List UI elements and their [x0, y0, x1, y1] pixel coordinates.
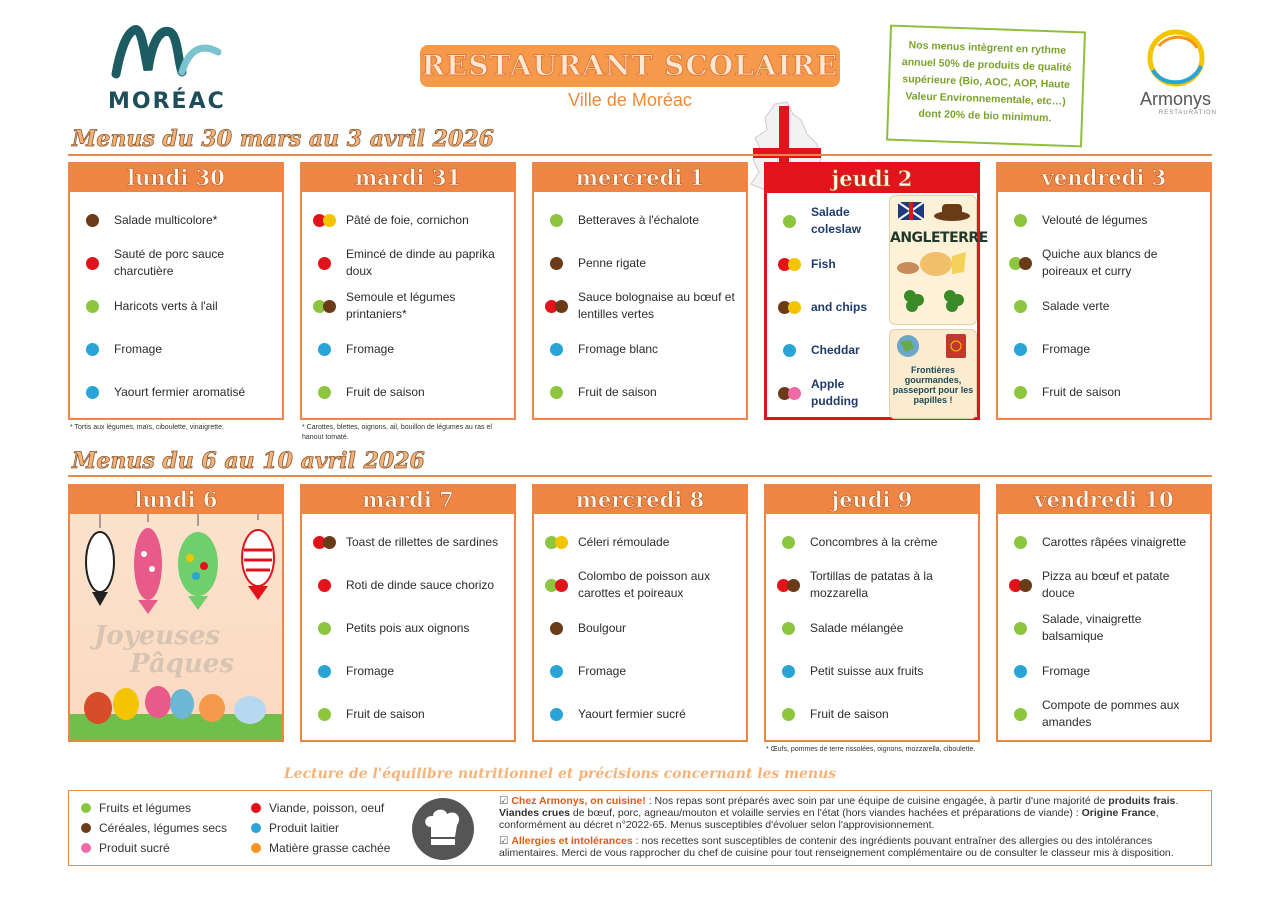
legend-item-cereals: Céréales, légumes secs: [81, 821, 227, 835]
day-card: [68, 484, 284, 742]
nutrition-dots: [767, 258, 811, 271]
nutrition-dot-green: [318, 386, 331, 399]
day-title: mercredi 1: [534, 164, 746, 192]
nutrition-dots: [70, 257, 114, 270]
menu-item: [767, 244, 897, 284]
nutrition-dot-green: [318, 622, 331, 635]
menu-item: [534, 372, 746, 412]
nutrition-dot-yellow: [555, 536, 568, 549]
nutrition-dots: [70, 343, 114, 356]
menu-item-label: Fromage blanc: [578, 341, 659, 356]
menu-item-label: Fish: [811, 256, 836, 271]
day-card: [300, 162, 516, 420]
menu-item: [534, 200, 746, 240]
menu-item: [767, 287, 897, 327]
moreac-logo: [108, 22, 233, 114]
menu-item-label: Petit suisse aux fruits: [810, 663, 924, 678]
menu-item-label: Betteraves à l'échalote: [578, 212, 700, 227]
nutrition-dot-blue: [86, 343, 99, 356]
legend-dot-orange: [251, 843, 261, 853]
day-title: jeudi 2: [767, 165, 977, 193]
menu-item: [998, 565, 1210, 605]
legend-box: [68, 790, 1212, 866]
menu-item-label: Boulgour: [578, 620, 627, 635]
nutrition-dots: [302, 536, 346, 549]
menu-item: [998, 286, 1210, 326]
menu-item: [302, 608, 514, 648]
menu-item-label: Sauté de porc sauce charcutière: [114, 247, 225, 278]
nutrition-dots: [534, 214, 578, 227]
nutrition-dot-yellow: [788, 301, 801, 314]
menu-item-label: Salade mélangée: [810, 620, 904, 635]
nutrition-dot-brown: [1019, 579, 1032, 592]
nutrition-dot-red: [555, 579, 568, 592]
chef-hat-icon: [411, 797, 475, 861]
globe-passport-icon: [890, 330, 976, 360]
menu-item: [534, 286, 746, 326]
nutrition-dot-yellow: [323, 214, 336, 227]
day-title: jeudi 9: [766, 486, 978, 514]
menu-item-label: Fromage: [346, 341, 395, 356]
menu-item-label: Fruit de saison: [810, 706, 889, 721]
checkbox-icon: ☑: [499, 835, 509, 847]
nutrition-dots: [302, 214, 346, 227]
svg-text:Joyeuses: Joyeuses: [94, 621, 221, 651]
nutrition-dots: [766, 579, 810, 592]
nutrition-dot-green: [550, 386, 563, 399]
nutrition-dots: [998, 257, 1042, 270]
menu-item: [302, 522, 514, 562]
nutrition-dots: [767, 387, 811, 400]
nutrition-dot-red: [86, 257, 99, 270]
legend-dot-red: [251, 803, 261, 813]
menu-item: [998, 329, 1210, 369]
page-title: RESTAURANT SCOLAIRE: [420, 45, 840, 87]
armonys-logo: [1128, 28, 1223, 118]
nutrition-dot-blue: [550, 665, 563, 678]
menu-item-label: Carottes râpées vinaigrette: [1042, 534, 1187, 549]
menu-item-label: Pâté de foie, cornichon: [346, 212, 469, 227]
nutrition-dot-green: [86, 300, 99, 313]
menu-item: [302, 651, 514, 691]
day-card: [68, 162, 284, 420]
menu-item-label: Emincé de dinde au paprika doux: [346, 247, 495, 278]
day-footnote: * Carottes, blettes, oignons, ail, bouillon de légumes au ras el hanout tomaté.: [302, 424, 492, 441]
menu-item-label: Fromage: [114, 341, 163, 356]
menu-item-label: and chips: [811, 299, 868, 314]
week1-divider: [68, 154, 1212, 156]
nutrition-dots: [767, 301, 811, 314]
menu-item: [70, 200, 282, 240]
nutrition-dot-pink: [788, 387, 801, 400]
nutrition-dots: [70, 214, 114, 227]
week2-divider: [68, 475, 1212, 477]
menu-item-label: Toast de rillettes de sardines: [346, 534, 499, 549]
day-title: vendredi 3: [998, 164, 1210, 192]
nutrition-dots: [302, 665, 346, 678]
nutrition-dots: [534, 579, 578, 592]
armonys-logo-text: Armonys: [1139, 89, 1211, 109]
menu-item: [998, 608, 1210, 648]
menu-item-label: Tortillas de patatas à la mozzarella: [810, 569, 933, 600]
nutrition-dots: [534, 300, 578, 313]
menu-item: [998, 243, 1210, 283]
nutrition-dot-brown: [555, 300, 568, 313]
menu-item-label: Quiche aux blancs de poireaux et curry: [1042, 247, 1158, 278]
menu-item-label: Salade, vinaigrette balsamique: [1042, 612, 1142, 643]
legend-dot-green: [81, 803, 91, 813]
theme-illustration: [889, 195, 988, 419]
week1-title: Menus du 30 mars au 3 avril 2026: [72, 126, 494, 152]
menu-item-label: Salade coleslaw: [811, 205, 862, 236]
menu-item-label: Salade multicolore*: [114, 212, 218, 227]
menu-item: [302, 329, 514, 369]
nutrition-dot-green: [1014, 300, 1027, 313]
quality-notice: Nos menus intègrent en rythme annuel 50% de produits de qualité supérieure (Bio, AOC, AOP, Haute Valeur Environnementale, etc…) dont 20% de bio minimum.: [886, 25, 1086, 148]
day-title: mardi 7: [302, 486, 514, 514]
day-card: [996, 484, 1212, 742]
legend-title: Lecture de l'équilibre nutritionnel et précisions concernant les menus: [283, 766, 837, 782]
menu-item: [534, 522, 746, 562]
nutrition-dot-brown: [86, 214, 99, 227]
nutrition-dots: [302, 708, 346, 721]
day-title: lundi 6: [70, 486, 282, 514]
nutrition-dots: [534, 622, 578, 635]
menu-item-label: Fromage: [1042, 663, 1091, 678]
menu-item: [302, 372, 514, 412]
day-footnote: * Tortis aux légumes, maïs, ciboulette, vinaigrette.: [70, 424, 224, 431]
day-card: [300, 484, 516, 742]
nutrition-dot-green: [1014, 622, 1027, 635]
day-card: [532, 484, 748, 742]
nutrition-dots: [998, 665, 1042, 678]
info-armonys: ☑ Chez Armonys, on cuisine! : Nos repas sont préparés avec soin par une équipe de cuisine engagée, à partir d'une majorité de produits frais. Viandes crues de bœuf, porc, agneau/mouton et volaille servies en l'état (hors viandes hachées et préparations de viande) : Origine France, conformément au décret n°2022-65. Menus susceptibles d'évoluer selon l'approvisionnement.: [499, 795, 1179, 831]
day-title: mardi 31: [302, 164, 514, 192]
menu-item: [998, 694, 1210, 734]
menu-item-label: Colombo de poisson aux carottes et poireaux: [578, 569, 711, 600]
info-allergies: ☑ Allergies et intolérances : nos recettes sont susceptibles de contenir des ingrédients pouvant entraîner des allergies ou des intolérances alimentaires. Merci de vous rapprocher du chef de cuisine pour tout renseignement complémentaire ou de consulter le classeur mis à disposition.: [499, 835, 1174, 859]
nutrition-dot-red: [318, 257, 331, 270]
menu-item-label: Yaourt fermier aromatisé: [114, 384, 246, 399]
nutrition-dots: [302, 257, 346, 270]
easter-illustration: [70, 514, 282, 740]
menu-item: [302, 694, 514, 734]
nutrition-dots: [998, 214, 1042, 227]
nutrition-dots: [534, 708, 578, 721]
nutrition-dots: [998, 300, 1042, 313]
nutrition-dot-green: [1014, 386, 1027, 399]
nutrition-dots: [302, 622, 346, 635]
nutrition-dots: [534, 343, 578, 356]
day-card: [764, 162, 988, 420]
menu-item: [70, 372, 282, 412]
nutrition-dots: [998, 343, 1042, 356]
menu-item-label: Fromage: [1042, 341, 1091, 356]
england-theme-panel: [889, 195, 988, 325]
nutrition-dots: [302, 300, 346, 313]
menu-item: [766, 651, 978, 691]
nutrition-dots: [302, 579, 346, 592]
menu-item-label: Fruit de saison: [578, 384, 657, 399]
menu-item: [534, 243, 746, 283]
legend-dot-blue: [251, 823, 261, 833]
menu-item-label: Petits pois aux oignons: [346, 620, 470, 635]
moreac-logo-mark-icon: [108, 22, 233, 82]
nutrition-dots: [998, 386, 1042, 399]
day-footnote: * Œufs, pommes de terre rissolées, oignons, mozzarella, ciboulette.: [766, 746, 976, 753]
nutrition-dots: [766, 622, 810, 635]
menu-item-label: Fruit de saison: [1042, 384, 1121, 399]
nutrition-dots: [534, 536, 578, 549]
menu-item: [302, 286, 514, 326]
nutrition-dot-brown: [323, 536, 336, 549]
easter-fish-eggs-icon: [70, 514, 282, 740]
menu-item-label: Fromage: [578, 663, 627, 678]
menu-item: [302, 565, 514, 605]
menu-item: [302, 200, 514, 240]
menu-item-label: Fruit de saison: [346, 706, 425, 721]
nutrition-dot-green: [782, 622, 795, 635]
legend-list: [81, 801, 411, 861]
legend-item-dairy: Produit laitier: [251, 821, 339, 835]
nutrition-dot-blue: [550, 343, 563, 356]
menu-item: [767, 330, 897, 370]
day-title: vendredi 10: [998, 486, 1210, 514]
legend-item-protein: Viande, poisson, oeuf: [251, 801, 384, 815]
nutrition-dots: [767, 215, 811, 228]
nutrition-dot-brown: [787, 579, 800, 592]
nutrition-dot-blue: [318, 343, 331, 356]
menu-item-label: Penne rigate: [578, 255, 647, 270]
menu-item: [767, 373, 897, 413]
menu-item-label: Semoule et légumes printaniers*: [346, 290, 456, 321]
nutrition-dot-blue: [550, 708, 563, 721]
nutrition-dot-blue: [783, 344, 796, 357]
menu-item: [534, 651, 746, 691]
nutrition-dots: [998, 536, 1042, 549]
menu-item-label: Apple pudding: [811, 377, 859, 408]
menu-item: [534, 608, 746, 648]
menu-item: [70, 286, 282, 326]
menu-item-label: Compote de pommes aux amandes: [1042, 698, 1180, 729]
week2-title: Menus du 6 au 10 avril 2026: [72, 448, 425, 474]
nutrition-dots: [70, 300, 114, 313]
nutrition-dots: [998, 708, 1042, 721]
nutrition-dot-brown: [323, 300, 336, 313]
menu-item: [70, 243, 282, 283]
badge-text: Frontières gourmandes, passeport pour les papilles !: [892, 365, 974, 405]
legend-item-fruits: Fruits et légumes: [81, 801, 191, 815]
nutrition-dot-green: [550, 214, 563, 227]
menu-item-label: Salade verte: [1042, 298, 1110, 313]
menu-item-label: Haricots verts à l'ail: [114, 298, 218, 313]
nutrition-dots: [766, 536, 810, 549]
nutrition-dots: [767, 344, 811, 357]
menu-item: [998, 522, 1210, 562]
menu-item-label: Sauce bolognaise au bœuf et lentilles vertes: [578, 290, 735, 321]
menu-item: [767, 201, 897, 241]
nutrition-dot-brown: [1019, 257, 1032, 270]
menu-item-label: Yaourt fermier sucré: [578, 706, 686, 721]
nutrition-dots: [534, 386, 578, 399]
legend-dot-brown: [81, 823, 91, 833]
menu-item-label: Concombres à la crème: [810, 534, 938, 549]
nutrition-dot-blue: [1014, 665, 1027, 678]
nutrition-dot-green: [783, 215, 796, 228]
day-card: [532, 162, 748, 420]
menu-item-label: Fromage: [346, 663, 395, 678]
nutrition-dots: [302, 386, 346, 399]
nutrition-dot-green: [782, 536, 795, 549]
svg-text:Pâques: Pâques: [130, 649, 234, 679]
nutrition-dots: [766, 665, 810, 678]
day-title: mercredi 8: [534, 486, 746, 514]
armonys-logo-subtext: RESTAURATION: [1158, 110, 1217, 116]
menu-item: [766, 694, 978, 734]
menu-item-label: Roti de dinde sauce chorizo: [346, 577, 495, 592]
nutrition-dot-blue: [86, 386, 99, 399]
nutrition-dot-green: [1014, 536, 1027, 549]
menu-item: [998, 651, 1210, 691]
legend-item-sugar: Produit sucré: [81, 841, 170, 855]
day-card: [996, 162, 1212, 420]
nutrition-dots: [534, 665, 578, 678]
menu-item-label: Pizza au bœuf et patate douce: [1042, 569, 1170, 600]
nutrition-dot-green: [318, 708, 331, 721]
nutrition-dots: [302, 343, 346, 356]
nutrition-dot-green: [1014, 214, 1027, 227]
menu-item-label: Céleri rémoulade: [578, 534, 670, 549]
menu-item: [534, 694, 746, 734]
menu-item-label: Cheddar: [811, 342, 860, 357]
theme-label: ANGLETERRE: [890, 230, 988, 246]
menu-item: [534, 565, 746, 605]
nutrition-dots: [998, 622, 1042, 635]
checkbox-icon: ☑: [499, 795, 509, 807]
legend-dot-pink: [81, 843, 91, 853]
nutrition-dots: [766, 708, 810, 721]
menu-item-label: Fruit de saison: [346, 384, 425, 399]
nutrition-dots: [534, 257, 578, 270]
nutrition-dot-blue: [318, 665, 331, 678]
menu-item: [766, 608, 978, 648]
nutrition-dot-yellow: [788, 258, 801, 271]
menu-item: [766, 522, 978, 562]
nutrition-dot-brown: [550, 257, 563, 270]
nutrition-dots: [998, 579, 1042, 592]
menu-item: [534, 329, 746, 369]
day-title: lundi 30: [70, 164, 282, 192]
nutrition-dot-red: [318, 579, 331, 592]
nutrition-dot-blue: [782, 665, 795, 678]
nutrition-dots: [70, 386, 114, 399]
england-theme-icon: [890, 196, 988, 324]
nutrition-dot-green: [782, 708, 795, 721]
gourmet-passport-badge: [889, 329, 977, 419]
menu-item: [302, 243, 514, 283]
page-subtitle: Ville de Moréac: [568, 90, 692, 110]
menu-item: [998, 200, 1210, 240]
moreac-logo-text: MORÉAC: [108, 89, 226, 114]
nutrition-dot-brown: [550, 622, 563, 635]
menu-item-label: Velouté de légumes: [1042, 212, 1148, 227]
armonys-logo-mark-icon: [1141, 28, 1211, 90]
menu-item: [766, 565, 978, 605]
menu-item: [70, 329, 282, 369]
nutrition-dot-green: [1014, 708, 1027, 721]
day-card: [764, 484, 980, 742]
legend-item-fat: Matière grasse cachée: [251, 841, 390, 855]
menu-item: [998, 372, 1210, 412]
nutrition-dot-blue: [1014, 343, 1027, 356]
